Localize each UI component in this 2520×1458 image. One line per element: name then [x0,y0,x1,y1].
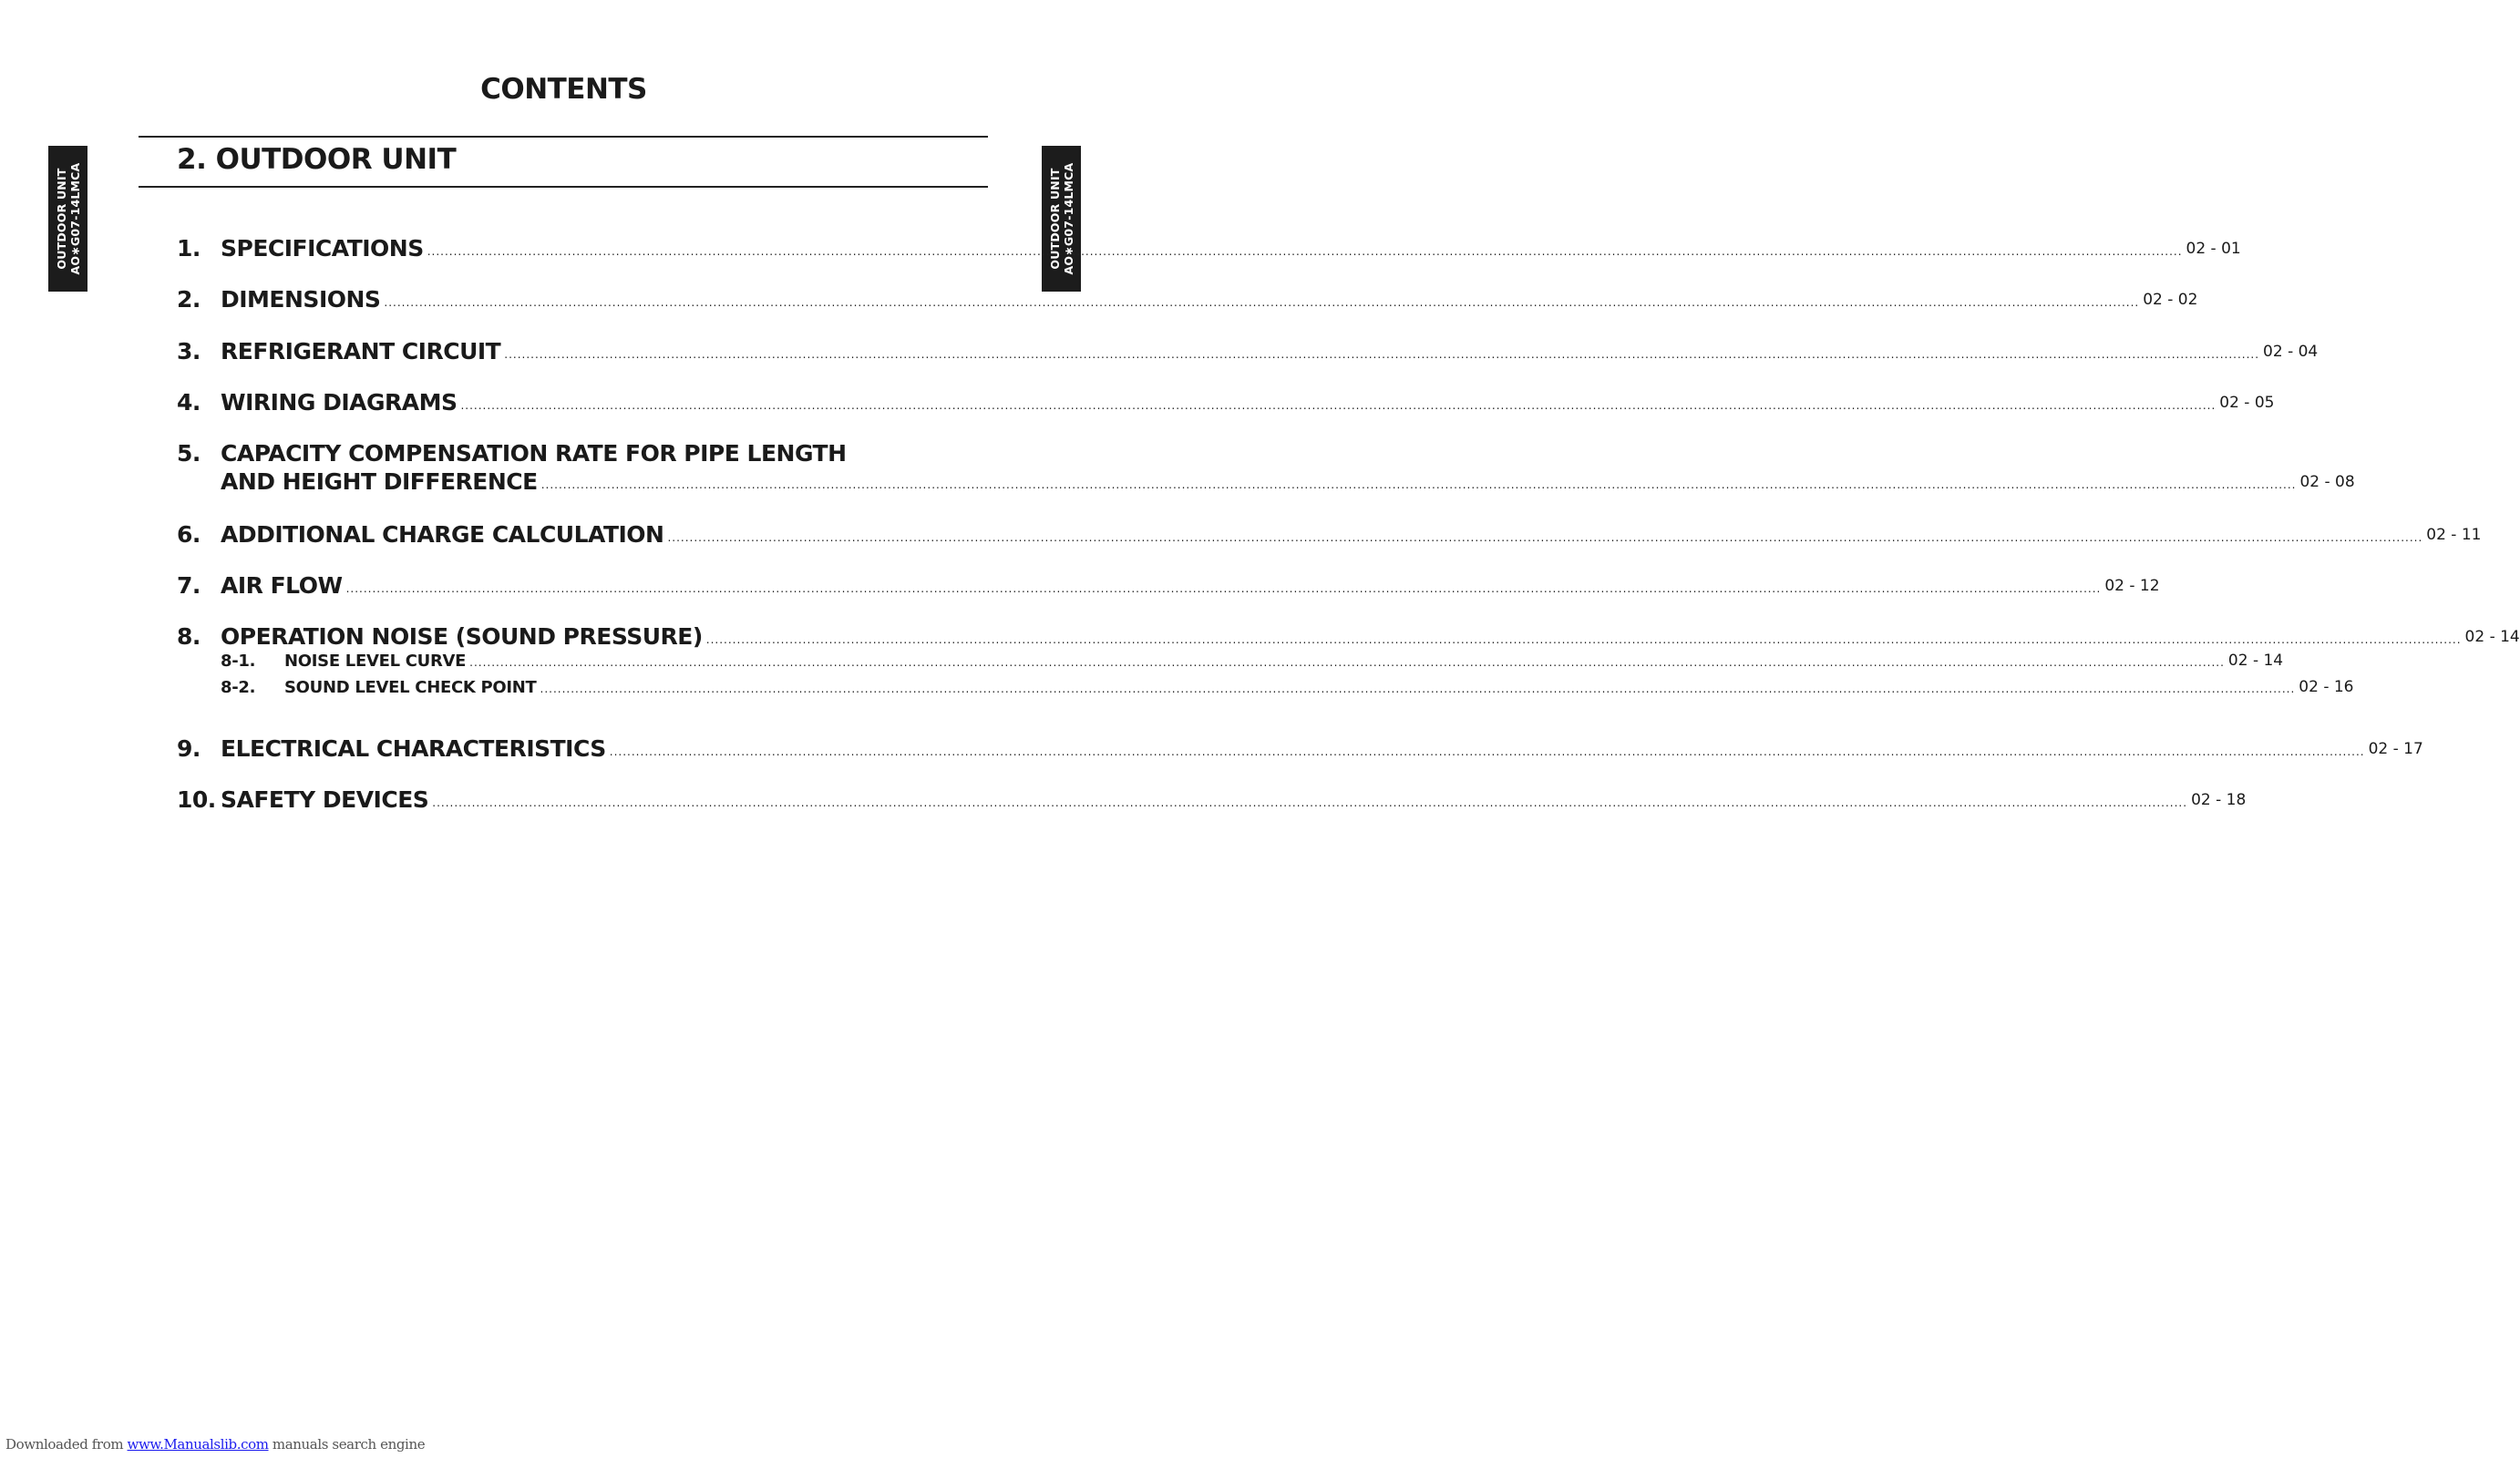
toc-entry-number: 3. [177,338,201,364]
toc-entry-page: 02 - 05 [2219,394,2275,412]
toc-entry[interactable] [177,286,2198,313]
page-title: CONTENTS [480,73,647,106]
side-tab-line1: OUTDOOR UNIT [1047,168,1062,270]
toc-entry-title-line2: AND HEIGHT DIFFERENCE [221,468,538,495]
toc-entry-title: AIR FLOW [221,572,343,599]
toc-subentry-page: 02 - 16 [2299,678,2354,696]
dot-leader: ................................................................................................................................................................................................................................................................................................................................................................................................................ [504,348,2260,361]
download-footer [5,1436,425,1453]
dot-leader: ................................................................................................................................................................................................................................................................................................................................................................................................................ [432,796,2188,809]
toc-entry-title: OPERATION NOISE (SOUND PRESSURE) [221,623,703,650]
toc-entry-title: ADDITIONAL CHARGE CALCULATION [221,521,664,548]
toc-entry-number: 1. [177,235,201,262]
toc-entry-title: REFRIGERANT CIRCUIT [221,338,501,364]
side-tab-right [1042,146,1081,292]
dot-leader: ................................................................................................................................................................................................................................................................................................................................................................................................................ [667,531,2423,544]
toc-entry[interactable] [177,735,2423,762]
toc-entry[interactable] [177,389,2275,416]
toc-subentry-number: 8-2. [221,678,256,697]
toc-entry-number: 9. [177,735,201,762]
toc-entry-number: 8. [177,623,201,650]
toc-entry-page: 02 - 17 [2368,740,2423,758]
top-rule [139,136,988,138]
dot-leader: ................................................................................................................................................................................................................................................................................................................................................................................................................ [460,399,2217,412]
toc-entry-page: 02 - 02 [2143,291,2198,309]
dot-leader: ................................................................................................................................................................................................................................................................................................................................................................................................................ [609,745,2365,758]
toc-entry-title: CAPACITY COMPENSATION RATE FOR PIPE LENGTH [221,440,847,467]
toc-entry[interactable] [177,786,2247,813]
toc-subentry[interactable] [221,678,2354,697]
dot-leader: ................................................................................................................................................................................................................................................................................................................................................................................................................ [345,582,2102,595]
toc-entry-number: 7. [177,572,201,599]
dot-leader: ................................................................................................................................................................................................................................................................................................................................................................................................................ [540,683,2296,695]
toc-entry-title: SAFETY DEVICES [221,786,429,813]
toc-entry-page: 02 - 14 [2464,628,2520,646]
toc-entry-page: 02 - 12 [2104,577,2160,595]
toc-entry-number: 5. [177,440,201,467]
dot-leader: ................................................................................................................................................................................................................................................................................................................................................................................................................ [427,245,2183,258]
toc-entry-title: SPECIFICATIONS [221,235,424,262]
toc-entry-number: 10. [177,786,216,813]
toc-subentry-number: 8-1. [221,652,256,671]
section-title: 2. OUTDOOR UNIT [177,143,457,176]
toc-entry[interactable] [177,521,2482,548]
toc-entry-number: 2. [177,286,201,313]
toc-entry-page: 02 - 01 [2186,240,2241,258]
toc-entry[interactable] [177,623,2520,697]
toc-entry-title: DIMENSIONS [221,286,381,313]
dot-leader: ................................................................................................................................................................................................................................................................................................................................................................................................................ [540,478,2297,491]
dot-leader: ................................................................................................................................................................................................................................................................................................................................................................................................................ [705,633,2462,646]
toc-subentry-title: SOUND LEVEL CHECK POINT [284,678,537,697]
bottom-rule [139,186,988,188]
toc-entry[interactable] [177,338,2319,364]
toc-entry[interactable] [177,440,2355,495]
toc-entry-page: 02 - 11 [2426,526,2482,544]
side-tab-line1: OUTDOOR UNIT [54,168,68,270]
toc-entry-page: 02 - 18 [2191,791,2247,809]
side-tab-line2: AO∗G07-14LMCA [1061,162,1075,275]
dot-leader: ................................................................................................................................................................................................................................................................................................................................................................................................................ [384,296,2140,309]
toc-entry-title: WIRING DIAGRAMS [221,389,458,416]
dot-leader: ................................................................................................................................................................................................................................................................................................................................................................................................................ [469,656,2225,669]
toc-entry[interactable] [177,235,2241,262]
toc-entry-title: ELECTRICAL CHARACTERISTICS [221,735,606,762]
toc-entry-number: 6. [177,521,201,548]
footer-prefix: Downloaded from [5,1436,128,1453]
toc-entry-number: 4. [177,389,201,416]
toc-entry-page: 02 - 08 [2299,473,2355,491]
toc-entry-page: 02 - 04 [2263,343,2319,361]
footer-suffix: manuals search engine [268,1436,426,1453]
toc-entry[interactable] [177,572,2160,599]
manualslib-link[interactable]: www.Manualslib.com [127,1436,269,1453]
side-tab-left [48,146,87,292]
toc-subentry[interactable] [221,652,2284,671]
side-tab-line2: AO∗G07-14LMCA [67,162,82,275]
toc-subentry-page: 02 - 14 [2227,652,2284,670]
toc-subentry-title: NOISE LEVEL CURVE [284,652,467,671]
